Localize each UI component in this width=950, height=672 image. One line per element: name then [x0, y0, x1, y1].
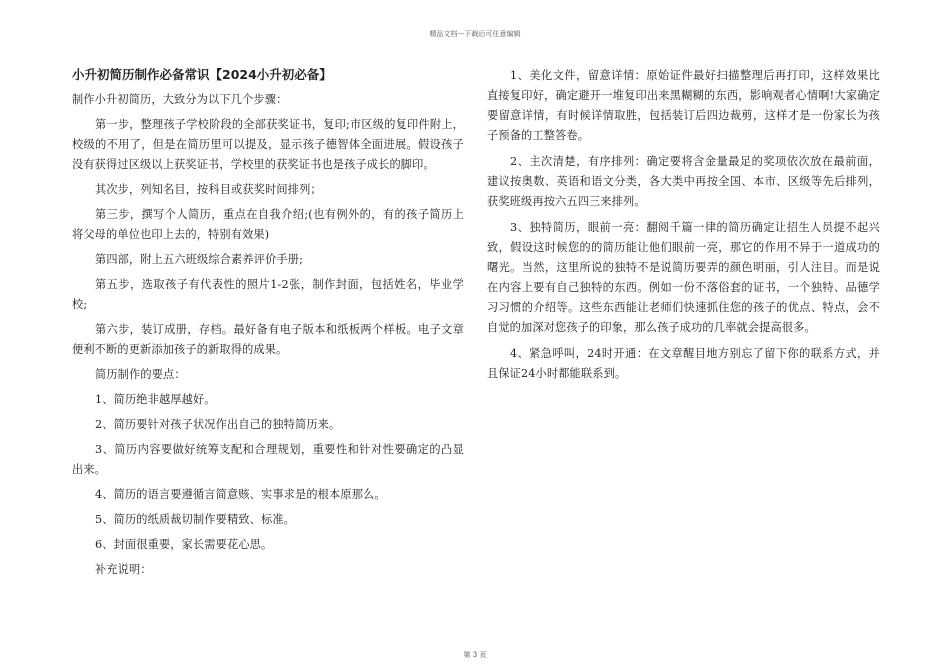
page-header: 精品文档---下载后可任意编辑: [429, 30, 521, 38]
key-point-5: 5、简历的纸质裁切制作要精致、标准。: [95, 513, 296, 526]
step-2-paragraph: 其次步，列知名目，按科目或获奖时间排列；: [95, 183, 322, 196]
left-column: [72, 66, 464, 585]
supplement-item-3: 3、独特简历，眼前一亮：翻阅千篇一律的简历确定让招生人员提不起兴致，假设这时候您的的简历能让他们眼前一亮，那它的作用不异于一道成功的曙光。当然，这里所说的独特不是说简历要弄的颜色明丽，引人注目。而是说在内容上要有自己独特的东西。例如一份不落俗套的证书，一个独特、品德学习习惯的介绍等。这些东西能让老师们快速抓住您的孩子的优点、特点，会不自觉的加深对您孩子的印象，那么孩子成功的几率就会提高很多。: [487, 221, 880, 334]
page-number: 第 3 页: [463, 651, 487, 659]
right-column: [487, 66, 880, 390]
key-point-2: 2、简历要针对孩子状况作出自己的独特简历来。: [95, 418, 341, 431]
key-points-heading: 简历制作的要点：: [95, 368, 186, 381]
intro-paragraph: 制作小升初简历，大致分为以下几个步骤：: [72, 93, 288, 106]
supplement-item-1: 1、美化文件，留意详情：原始证件最好扫描整理后再打印，这样效果比直接复印好，确定避开一堆复印出来黑糊糊的东西，影响观者心情啊!大家确定要留意详情，有时候详情取胜，包括装订后四边裁剪，这样才是一份家长为孩子预备的工整答卷。: [487, 69, 880, 142]
key-point-3: 3、简历内容要做好统筹支配和合理规划，重要性和针对性要确定的凸显出来。: [72, 443, 464, 476]
step-3-paragraph: 第三步，撰写个人简历，重点在自我介绍;(也有例外的，有的孩子简历上将父母的单位也印上去的，特别有效果): [72, 208, 464, 241]
supplement-item-2: 2、主次清楚，有序排列：确定要将含金量最足的奖项依次放在最前面，建议按奥数、英语和语文分类，各大类中再按全国、本市、区级等先后排列，获奖班级再按六五四三来排列。: [487, 155, 880, 208]
key-point-1: 1、简历绝非越厚越好。: [95, 393, 216, 406]
step-4-paragraph: 第四部，附上五六班级综合素养评价手册;: [95, 253, 303, 266]
step-1-paragraph: 第一步，整理孩子学校阶段的全部获奖证书，复印;市区级的复印件附上，校级的不用了，但是在简历里可以提及，显示孩子德智体全面进展。假设孩子没有获得过区级以上获奖证书，学校里的获奖证书也是孩子成长的脚印。: [72, 118, 464, 171]
step-5-paragraph: 第五步，选取孩子有代表性的照片1-2张，制作封面，包括姓名，毕业学校;: [72, 278, 464, 311]
key-point-6: 6、封面很重要，家长需要花心思。: [95, 538, 273, 551]
supplement-item-4: 4、紧急呼叫，24时开通：在文章醒目地方别忘了留下你的联系方式，并且保证24小时都能联系到。: [487, 347, 880, 380]
step-6-paragraph: 第六步，装订成册，存档。最好备有电子版本和纸板两个样板。电子文章便利不断的更新添加孩子的新取得的成果。: [72, 323, 464, 356]
supplement-heading: 补充说明：: [95, 563, 152, 576]
document-title: 小升初简历制作必备常识【2024小升初必备】: [72, 67, 332, 82]
key-point-4: 4、简历的语言要遵循言简意赅、实事求是的根本原那么。: [95, 488, 386, 501]
